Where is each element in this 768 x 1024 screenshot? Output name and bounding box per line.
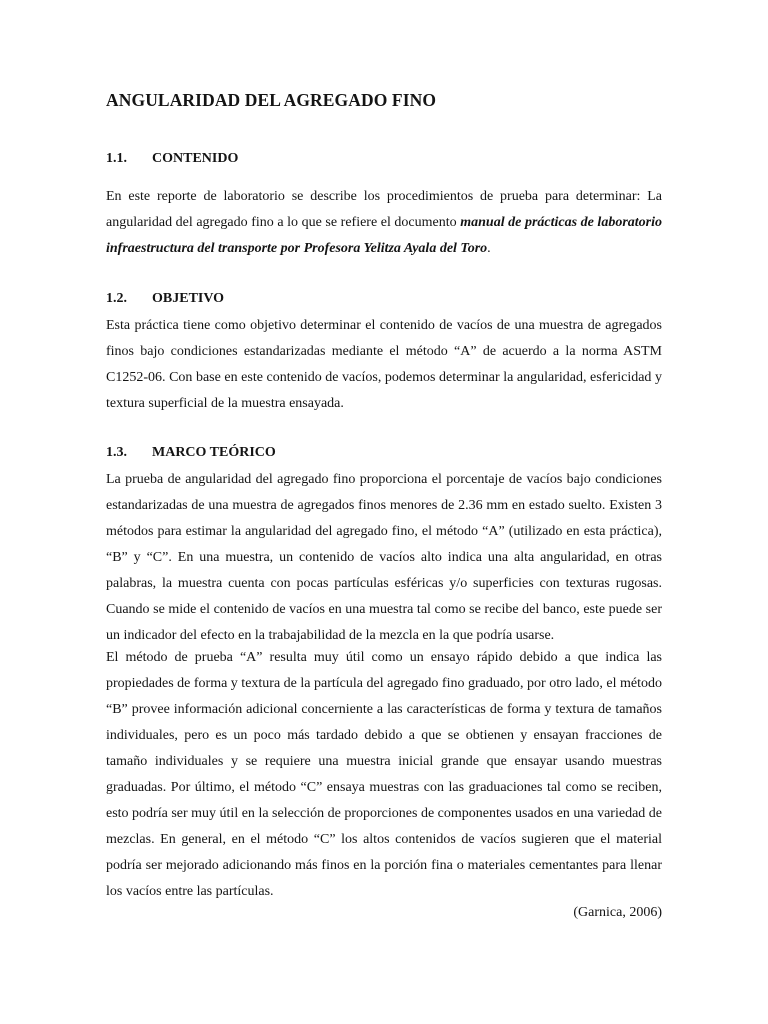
document-title: ANGULARIDAD DEL AGREGADO FINO bbox=[106, 90, 437, 110]
section-heading-contenido bbox=[106, 151, 238, 167]
section-number: 1.1. bbox=[106, 151, 127, 166]
section-heading-objetivo bbox=[106, 291, 224, 307]
marco-teorico-paragraph-1: La prueba de angularidad del agregado fino proporciona el porcentaje de vacíos bajo condiciones estandarizadas de una muestra de agregados finos menores de 2.36 mm en estado suelto. Existen 3 métodos para estimar la angularidad del agregado fino, el método “A” (utilizado en esta práctica), “B” y “C”. En una muestra, un contenido de vacíos alto indica una alta angularidad, en otras palabras, la muestra cuenta con pocas partículas esféricas y/o superficies con texturas rugosas. Cuando se mide el contenido de vacíos en una muestra tal como se recibe del banco, este puede ser un indicador del efecto en la trabajabilidad de la mezcla en la que podría usarse. bbox=[106, 472, 662, 643]
objetivo-paragraph: Esta práctica tiene como objetivo determinar el contenido de vacíos de una muestra de agregados finos bajo condiciones estandarizadas mediante el método “A” de acuerdo a la norma ASTM C1252-06. Con base en este contenido de vacíos, podemos determinar la angularidad, esfericidad y textura superficial de la muestra ensayada. bbox=[106, 318, 662, 411]
section-number: 1.2. bbox=[106, 291, 127, 306]
marco-teorico-paragraph-2: El método de prueba “A” resulta muy útil como un ensayo rápido debido a que indica las propiedades de forma y textura de la partícula del agregado fino graduado, por otro lado, el método “B” provee información adicional concerniente a las características de forma y textura de tamaños individuales, pero es un poco más tardado debido a que se obtienen y ensayan fracciones de tamaño individuales y se requiere una muestra inicial grande que ensayar usando muestras graduadas. Por último, el método “C” ensaya muestras con las graduaciones tal como se reciben, esto podría ser muy útil en la selección de proporciones de componentes usados en una variedad de mezclas. En general, en el método “C” los altos contenidos de vacíos sugieren que el material podría ser mejorado adicionando más finos en la porción fina o materiales cementantes para llenar los vacíos entre las partículas. bbox=[106, 650, 662, 899]
section-heading-marco-teorico bbox=[106, 445, 276, 461]
contenido-text: En este reporte de laboratorio se describe los procedimientos de prueba para determinar: La angularidad del agregado fino a lo que se refiere el documento bbox=[106, 189, 662, 230]
manual-reference-emphasis: manual de prácticas de laboratorio infraestructura del transporte por Profesora Yelitza Ayala del Toro bbox=[106, 215, 662, 256]
section-number: 1.3. bbox=[106, 445, 127, 460]
section-title: OBJETIVO bbox=[152, 291, 225, 306]
contenido-paragraph bbox=[106, 184, 662, 262]
section-title: MARCO TEÓRICO bbox=[152, 445, 276, 460]
section-title: CONTENIDO bbox=[152, 151, 239, 166]
document-page bbox=[106, 0, 662, 1024]
citation: (Garnica, 2006) bbox=[573, 905, 662, 920]
contenido-period: . bbox=[487, 241, 491, 256]
